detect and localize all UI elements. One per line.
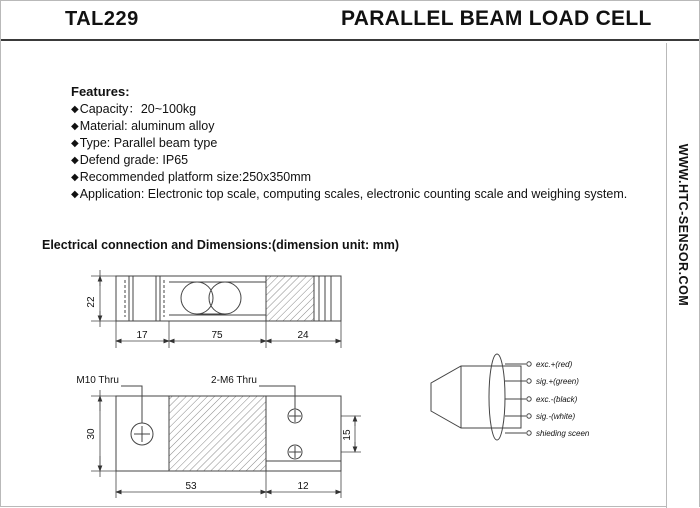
page-header xyxy=(1,1,699,41)
feature-item xyxy=(71,135,651,152)
dim-top-height: 30 xyxy=(86,428,97,440)
side-view xyxy=(116,276,341,321)
section-title: Electrical connection and Dimensions:(dimension unit: mm) xyxy=(42,238,399,252)
feature-text: Recommended platform size:250x350mm xyxy=(79,170,312,184)
dim-side-left: 17 xyxy=(136,330,148,341)
bullet-diamond-icon: ◆ xyxy=(71,172,79,183)
website-sidebar xyxy=(666,43,699,508)
wire-label: sig.-(white) xyxy=(536,412,576,421)
feature-item xyxy=(71,101,651,118)
top-view xyxy=(116,386,341,471)
feature-text: Material: aluminum alloy xyxy=(79,119,215,133)
feature-text: Capacity：20~100kg xyxy=(79,102,197,116)
dim-top-length: 53 xyxy=(185,481,197,492)
feature-item xyxy=(71,169,651,186)
feature-item xyxy=(71,118,651,135)
technical-drawing xyxy=(1,256,669,506)
wire-label: exc.+(red) xyxy=(536,360,573,369)
bullet-diamond-icon: ◆ xyxy=(71,121,79,132)
website-url: WWW.HTC-SENSOR.COM xyxy=(676,143,690,307)
wire-label: sig.+(green) xyxy=(536,377,579,386)
feature-text: Application: Electronic top scale, computing scales, electronic counting scale and weighing system. xyxy=(79,187,628,201)
bullet-diamond-icon: ◆ xyxy=(71,138,79,149)
features-block xyxy=(71,84,651,203)
feature-item xyxy=(71,152,651,169)
dim-top-hole: 15 xyxy=(342,429,353,441)
label-m10-thru: M10 Thru xyxy=(76,375,119,386)
bullet-diamond-icon: ◆ xyxy=(71,189,79,200)
model-code: TAL229 xyxy=(65,8,139,30)
wire-label: exc.-(black) xyxy=(536,395,578,404)
features-heading: Features: xyxy=(71,84,130,99)
dim-side-right: 24 xyxy=(297,330,309,341)
website-url-wrap xyxy=(667,103,699,363)
dim-side-middle: 75 xyxy=(211,330,223,341)
label-m6-thru: 2-M6 Thru xyxy=(211,375,257,386)
dim-side-height: 22 xyxy=(86,296,97,308)
dim-top-end: 12 xyxy=(297,481,309,492)
feature-text: Type: Parallel beam type xyxy=(79,136,218,150)
drawing-area xyxy=(1,256,669,506)
page-title: PARALLEL BEAM LOAD CELL xyxy=(341,7,652,30)
bullet-diamond-icon: ◆ xyxy=(71,155,79,166)
wiring-diagram xyxy=(431,354,531,440)
feature-item xyxy=(71,186,651,203)
wire-label: shieding sceen xyxy=(536,429,590,438)
feature-text: Defend grade: IP65 xyxy=(79,153,189,167)
bullet-diamond-icon: ◆ xyxy=(71,104,79,115)
